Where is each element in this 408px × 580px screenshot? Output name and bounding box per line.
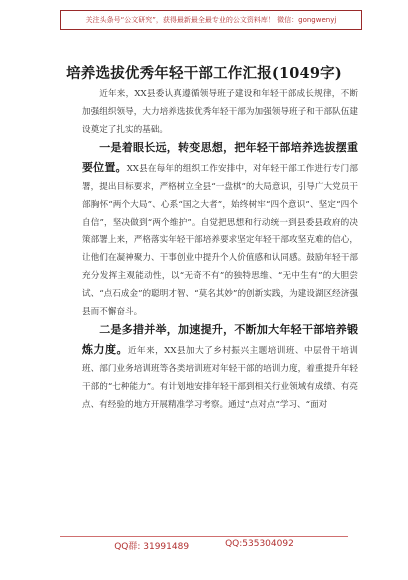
section-heading: 一是着眼长远，转变思想，把年轻干部培养选拔摆重要位置。 xyxy=(82,141,358,175)
top-banner xyxy=(60,10,362,30)
paragraph-intro xyxy=(82,86,358,139)
document-body xyxy=(82,86,358,414)
document-title: 培养选拔优秀年轻干部工作汇报(1049字) xyxy=(66,65,342,82)
paragraph-section-2 xyxy=(82,321,358,414)
section-heading: 二是多措并举，加速提升，不断加大年轻干部培养锻炼力度。 xyxy=(82,323,358,357)
paragraph-section-1 xyxy=(82,139,358,321)
paragraph-text: 近年来，XX县委认真遵循领导班子建设和年轻干部成长规律，不断加强组织领导，大力培养选拔优秀年轻干部为加强领导班子和干部队伍建设奠定了扎实的基础。 xyxy=(82,89,358,135)
footer-qq-group: QQ群: 31991489 xyxy=(114,542,190,552)
paragraph-text: 近年来，XX县加大了乡村振兴主题培训班、中层骨干培训班、部门业务培训班等各类培训班对年轻干部的培训力度，着重提升年轻干部的“七种能力”。有计划地安排年轻干部到相关行业领域有成绩、有亮点、有经验的地方开展精准学习考察。通过“点对点”学习、“面对 xyxy=(82,346,358,410)
footer-qq: QQ:535304092 xyxy=(225,539,294,549)
paragraph-text: XX县在每年的组织工作安排中，对年轻干部工作进行专门部署，提出目标要求，严格树立全县“一盘棋”的大局意识，引导广大党员干部胸怀“两个大局”、心系“国之大者”，始终树牢“四个意识”、坚定“四个自信”，坚决做到“两个维护”。自觉把思想和行动统一到县委县政府的决策部署上来，严格落实年轻干部培养要求坚定年轻干部攻坚克难的信心，让他们在凝神聚力、干事创业中提升个人价值感和认同感。鼓励年轻干部充分发挥主观能动性，以“无奇不有”的独特思维、“无中生有”的大胆尝试、“点石成金”的聪明才智、“莫名其妙”的创新实践，为建设湖区经济强县而不懈奋斗。 xyxy=(82,164,358,317)
footer-contact xyxy=(60,536,348,557)
banner-text: 关注头条号“公文研究”，获得最新最全最专业的公文资料库！ 微信：gongwenyj xyxy=(85,16,337,24)
